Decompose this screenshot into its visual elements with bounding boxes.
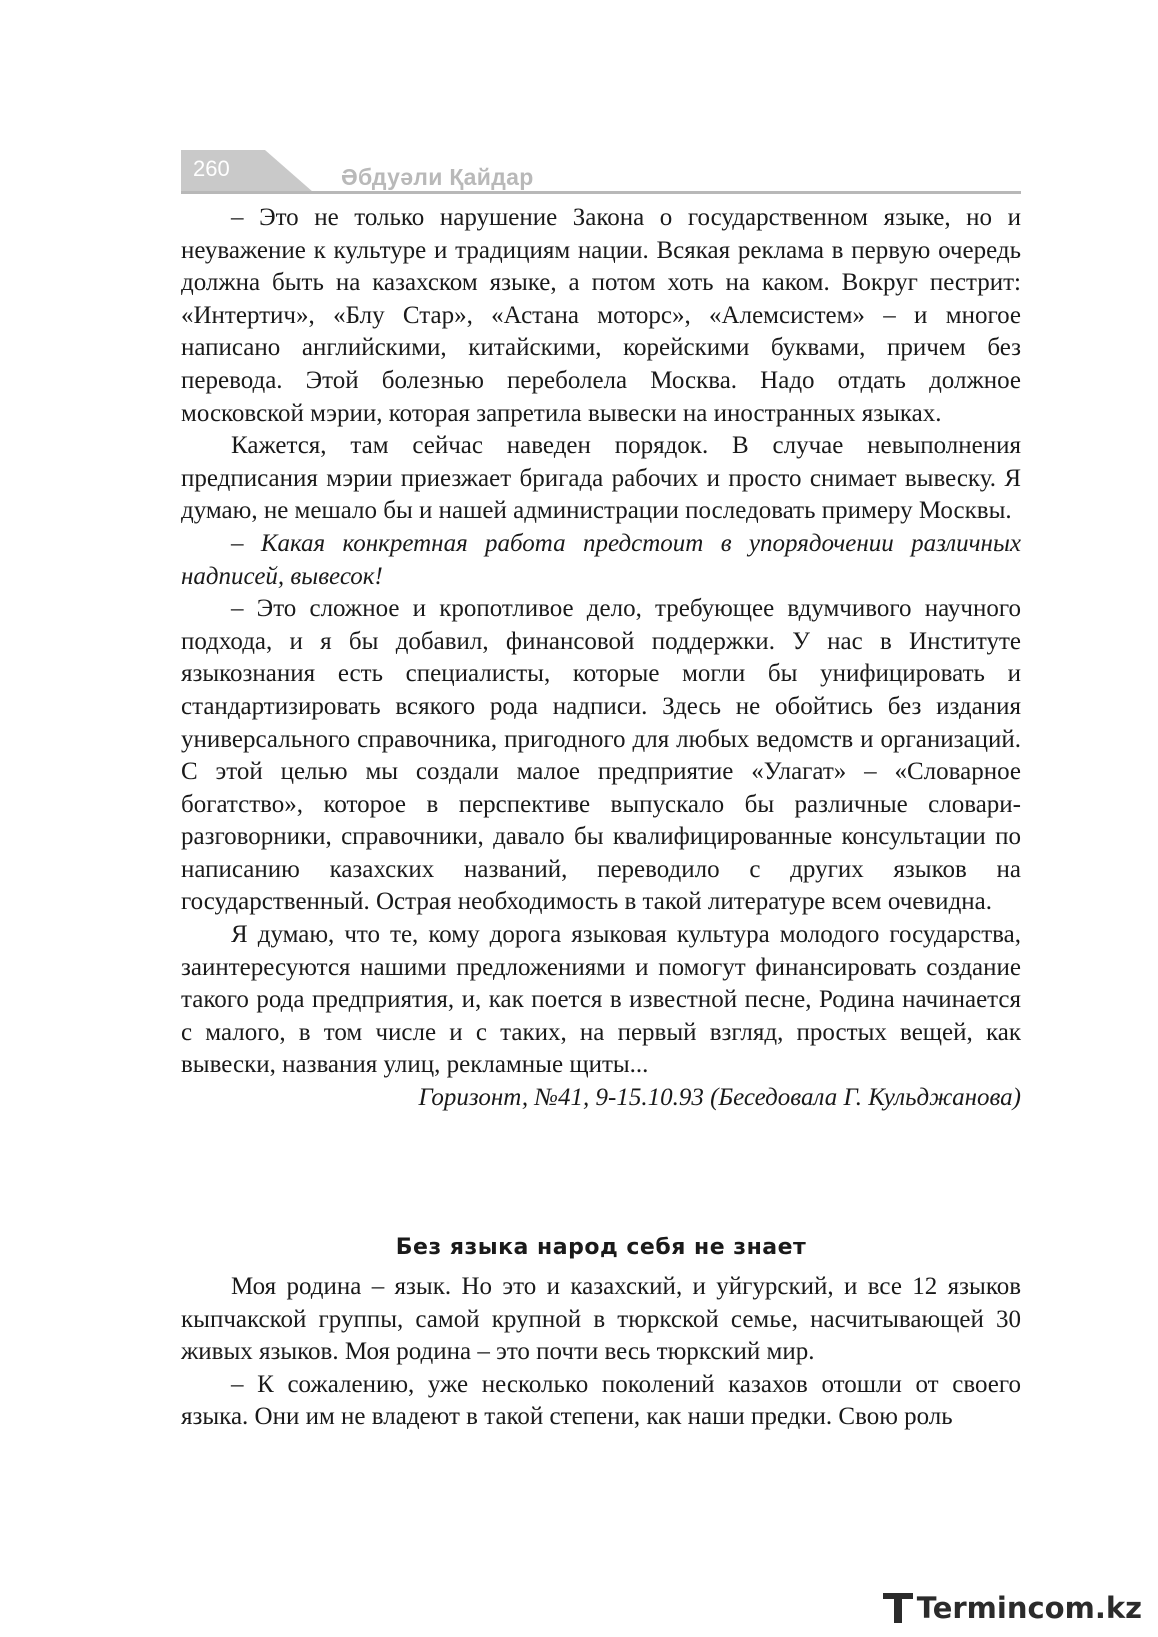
watermark (883, 1591, 1142, 1625)
main-text (181, 202, 1021, 1115)
paragraph: Кажется, там сейчас наведен порядок. В случае невыполнения предписания мэрии приезжает бригада рабочих и просто снимает вывеску. Я думаю, не мешало бы и нашей администрации последовать примеру Москвы. (181, 432, 1021, 525)
paragraph: – Это не только нарушение Закона о государственном языке, но и неуважение к культуре и традициям нации. Всякая реклама в первую очередь должна быть на казахском языке, а потом хоть на каком. Вокруг пестрит: «Интертич», «Блу Стар», «Астана моторс», «Алемсистем» – и многое написано английскими, китайскими, корейскими буквами, причем без перевода. Этой болезнью переболела Москва. Надо отдать должное московской мэрии, которая запретила вывески на иностранных языках. (181, 204, 1021, 427)
paragraph: Я думаю, что те, кому дорога языковая культура молодого государства, заинтересуются нашими предложениями и помогут финансировать создание такого рода предприятия, и, как поется в известной песне, Родина начинается с малого, в том числе и с таких, на первый взгляд, простых вещей, как вывески, названия улиц, рекламные щиты... (181, 921, 1021, 1079)
source-citation: Горизонт, №41, 9-15.10.93 (Беседовала Г. Кульджанова) (418, 1084, 1021, 1112)
paragraph: – К сожалению, уже несколько поколений казахов отошли от своего языка. Они им не владеют в такой степени, как наши предки. Свою роль (181, 1370, 1021, 1431)
termincom-logo-icon (883, 1591, 913, 1625)
watermark-text: Termincom.kz (916, 1591, 1142, 1625)
paragraph: Моя родина – язык. Но это и казахский, и уйгурский, и все 12 языков кыпчакской группы, самой крупной в тюркской семье, насчитывающей 30 живых языков. Моя родина – это почти весь тюркский мир. (181, 1273, 1021, 1366)
header-rule (181, 191, 1021, 194)
running-head-author: Әбдуәли Қайдар (341, 164, 534, 190)
section-text (181, 1271, 1021, 1434)
question-paragraph: – Какая конкретная работа предстоит в упорядочении различных надписей, вывесок! (181, 529, 1021, 590)
page-header (181, 150, 1021, 198)
page-number: 260 (193, 156, 230, 181)
section-heading: Без языка народ себя не знает (395, 1235, 807, 1260)
paragraph: – Это сложное и кропотливое дело, требующее вдумчивого научного подхода, и я бы добавил, финансовой поддержки. У нас в Институте языкознания есть специалисты, которые могли бы унифицировать и стандартизировать всякого рода надписи. Здесь не обойтись без издания универсального справочника, пригодного для любых ведомств и организаций. С этой целью мы создали малое предприятие «Улагат» – «Словарное богатство», которое в перспективе выпускало бы различные словари-разговорники, справочники, давало бы квалифицированные консультации по написанию казахских названий, переводило с других языков на государственный. Острая необходимость в такой литературе всем очевидна. (181, 595, 1021, 916)
